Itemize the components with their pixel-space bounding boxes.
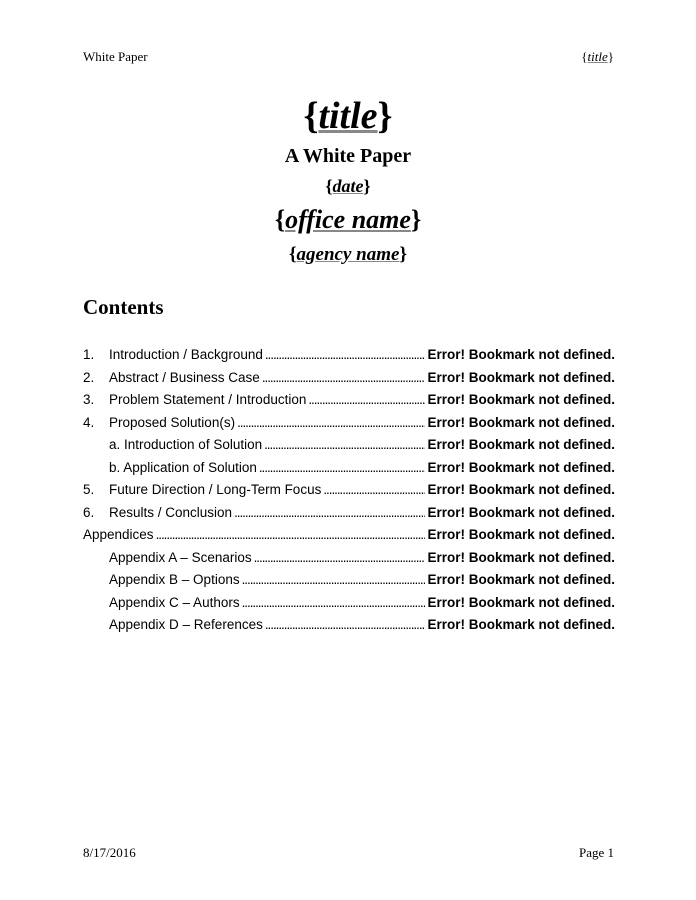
brace-open: { bbox=[289, 244, 297, 265]
toc-label: Abstract / Business Case bbox=[109, 369, 260, 385]
brace-close: } bbox=[410, 205, 422, 234]
toc-leader bbox=[242, 569, 426, 592]
toc-entry-appendix-a[interactable] bbox=[83, 547, 615, 570]
toc-leader bbox=[242, 592, 426, 615]
document-agency bbox=[0, 243, 696, 267]
toc-number: 6. bbox=[83, 504, 95, 520]
toc-entry-application-of-solution[interactable] bbox=[83, 457, 615, 480]
date-field[interactable]: date bbox=[332, 176, 364, 196]
toc-page-ref: Error! Bookmark not defined. bbox=[427, 549, 615, 565]
toc-leader bbox=[237, 412, 425, 435]
agency-name-field[interactable]: agency name bbox=[296, 244, 400, 265]
toc-entry-appendices[interactable] bbox=[83, 524, 615, 547]
toc-page-ref: Error! Bookmark not defined. bbox=[427, 392, 615, 407]
toc-entry-results-conclusion[interactable] bbox=[83, 502, 615, 525]
brace-open: { bbox=[325, 176, 333, 196]
toc-page-ref: Error! Bookmark not defined. bbox=[427, 572, 615, 587]
toc-page-ref: Error! Bookmark not defined. bbox=[427, 617, 615, 632]
toc-entry-appendix-d[interactable] bbox=[83, 614, 615, 637]
toc-label: Appendix B – Options bbox=[109, 572, 240, 587]
toc-entry-introduction-of-solution[interactable] bbox=[83, 434, 615, 457]
toc-label: a. Introduction of Solution bbox=[109, 437, 263, 452]
toc-leader bbox=[264, 434, 425, 457]
toc-label: b. Application of Solution bbox=[109, 459, 257, 475]
header-title-field bbox=[581, 49, 614, 65]
toc-label: Appendices bbox=[83, 527, 154, 542]
toc-leader bbox=[265, 344, 426, 367]
toc-number: 4. bbox=[83, 414, 95, 430]
table-of-contents bbox=[83, 344, 615, 637]
toc-leader bbox=[265, 614, 426, 637]
toc-leader bbox=[323, 479, 425, 502]
office-name-field[interactable]: office name bbox=[285, 205, 411, 234]
toc-page-ref: Error! Bookmark not defined. bbox=[427, 527, 615, 542]
toc-number: 1. bbox=[83, 347, 95, 362]
brace-close: } bbox=[607, 49, 614, 64]
toc-leader bbox=[259, 457, 426, 480]
toc-page-ref: Error! Bookmark not defined. bbox=[427, 482, 615, 497]
toc-entry-appendix-b[interactable] bbox=[83, 569, 615, 592]
toc-entry-abstract[interactable] bbox=[83, 367, 615, 390]
brace-close: } bbox=[377, 95, 393, 137]
toc-label: Appendix A – Scenarios bbox=[109, 549, 252, 565]
toc-label: Future Direction / Long-Term Focus bbox=[109, 482, 322, 497]
footer-page-number: Page 1 bbox=[578, 845, 614, 860]
toc-page-ref: Error! Bookmark not defined. bbox=[427, 504, 615, 520]
document-date bbox=[0, 175, 696, 197]
title-field[interactable]: title bbox=[318, 95, 378, 137]
toc-label: Introduction / Background bbox=[109, 347, 263, 362]
toc-page-ref: Error! Bookmark not defined. bbox=[427, 459, 615, 475]
toc-entry-introduction[interactable] bbox=[83, 344, 615, 367]
toc-leader bbox=[308, 389, 425, 412]
toc-page-ref: Error! Bookmark not defined. bbox=[427, 594, 615, 610]
toc-label: Appendix C – Authors bbox=[109, 594, 240, 610]
document-office bbox=[0, 204, 696, 236]
toc-number: 3. bbox=[83, 392, 95, 407]
toc-entry-appendix-c[interactable] bbox=[83, 592, 615, 615]
toc-number: 2. bbox=[83, 369, 95, 385]
toc-label: Appendix D – References bbox=[109, 617, 263, 632]
toc-leader bbox=[254, 547, 426, 570]
brace-open: { bbox=[303, 95, 319, 137]
brace-close: } bbox=[363, 176, 371, 196]
toc-page-ref: Error! Bookmark not defined. bbox=[427, 414, 615, 430]
toc-label: Proposed Solution(s) bbox=[109, 414, 236, 430]
document-subtitle: A White Paper bbox=[284, 145, 412, 167]
document-title bbox=[0, 94, 696, 138]
toc-page-ref: Error! Bookmark not defined. bbox=[427, 347, 615, 362]
contents-heading: Contents bbox=[83, 295, 164, 319]
toc-label: Problem Statement / Introduction bbox=[109, 392, 307, 407]
title-field-placeholder[interactable]: title bbox=[587, 49, 608, 64]
toc-leader bbox=[156, 524, 426, 547]
toc-leader bbox=[262, 367, 426, 390]
toc-page-ref: Error! Bookmark not defined. bbox=[427, 437, 615, 452]
brace-open: { bbox=[581, 49, 588, 64]
toc-entry-problem-statement[interactable] bbox=[83, 389, 615, 412]
toc-entry-future-direction[interactable] bbox=[83, 479, 615, 502]
brace-close: } bbox=[399, 244, 407, 265]
brace-open: { bbox=[274, 205, 286, 234]
toc-number: 5. bbox=[83, 482, 95, 497]
toc-label: Results / Conclusion bbox=[109, 504, 233, 520]
header-label: White Paper bbox=[83, 49, 148, 64]
footer-date: 8/17/2016 bbox=[83, 845, 136, 860]
toc-entry-proposed-solutions[interactable] bbox=[83, 412, 615, 435]
toc-leader bbox=[234, 502, 425, 525]
toc-page-ref: Error! Bookmark not defined. bbox=[427, 369, 615, 385]
